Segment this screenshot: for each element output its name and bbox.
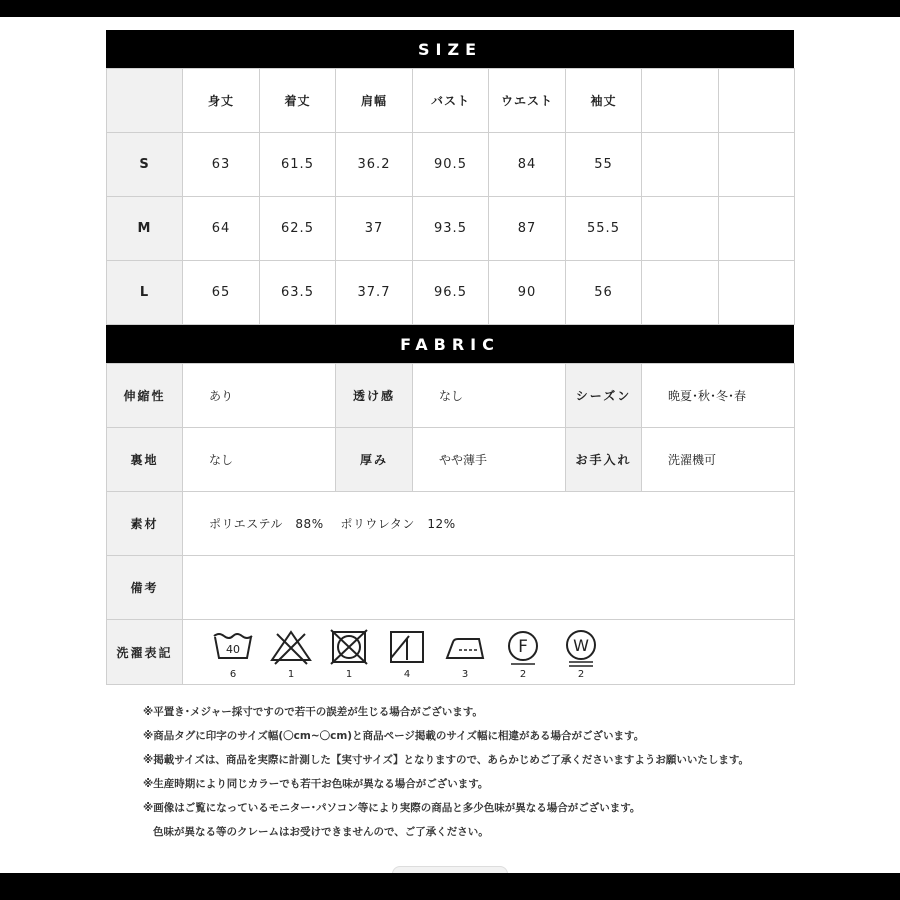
size-header-cell: 肩幅 <box>336 69 413 133</box>
fabric-row-1 <box>107 364 795 428</box>
care-code: 2 <box>519 669 527 680</box>
size-cell: 62.5 <box>260 197 336 261</box>
size-row-m <box>107 197 795 261</box>
wash-temp-text: 40 <box>226 643 240 656</box>
fabric-row-laundry <box>107 620 795 685</box>
size-cell: 93.5 <box>413 197 489 261</box>
size-header-corner <box>107 69 183 133</box>
size-cell: 37 <box>336 197 413 261</box>
dry-clean-f-item <box>497 628 549 681</box>
dry-clean-f-icon <box>501 628 545 668</box>
remarks-label: 備考 <box>107 556 183 620</box>
size-cell: 63 <box>183 133 260 197</box>
size-label: M <box>107 197 183 261</box>
wet-clean-w-icon <box>559 628 603 668</box>
laundry-symbols-cell <box>183 620 795 685</box>
size-header-cell: 着丈 <box>260 69 336 133</box>
season-label: シーズン <box>566 364 642 428</box>
size-cell: 37.7 <box>336 261 413 325</box>
care-code: 4 <box>403 669 411 680</box>
care-code: 1 <box>287 669 295 680</box>
wash-tub-40-item <box>207 628 259 681</box>
laundry-label: 洗濯表記 <box>107 620 183 685</box>
size-label: L <box>107 261 183 325</box>
size-cell <box>719 261 795 325</box>
remarks-value <box>183 556 795 620</box>
wet-clean-w-item <box>555 628 607 681</box>
no-bleach-item <box>265 628 317 681</box>
note-item: 色味が異なる等のクレームはお受けできませんので、ご了承ください。 <box>153 826 489 838</box>
no-tumble-dry-item <box>323 628 375 681</box>
no-tumble-dry-icon <box>327 628 371 668</box>
size-cell <box>642 197 719 261</box>
size-cell: 55.5 <box>566 197 642 261</box>
size-cell <box>719 197 795 261</box>
size-header-cell <box>642 69 719 133</box>
iron-low-item <box>439 628 491 681</box>
care-code: 1 <box>345 669 353 680</box>
size-cell: 90 <box>489 261 566 325</box>
size-table <box>106 68 795 325</box>
top-bar <box>0 0 900 17</box>
dry-clean-letter: F <box>518 637 528 657</box>
wash-tub-40-icon <box>211 628 255 668</box>
size-cell: 96.5 <box>413 261 489 325</box>
line-dry-icon <box>385 628 429 668</box>
size-header-row <box>107 69 795 133</box>
size-header-cell: 袖丈 <box>566 69 642 133</box>
size-cell: 84 <box>489 133 566 197</box>
thickness-value: やや薄手 <box>413 428 566 492</box>
sheer-label: 透け感 <box>336 364 413 428</box>
size-cell: 65 <box>183 261 260 325</box>
size-cell <box>719 133 795 197</box>
sheer-value: なし <box>413 364 566 428</box>
season-value: 晩夏･秋･冬･春 <box>642 364 795 428</box>
note-item: ※平置き･メジャー採寸ですので若干の誤差が生じる場合がございます。 <box>143 706 483 718</box>
material-label: 素材 <box>107 492 183 556</box>
material-value: ポリエステル 88% ポリウレタン 12% <box>183 492 795 556</box>
care-code: 3 <box>461 669 469 680</box>
iron-low-icon <box>443 628 487 668</box>
lining-label: 裏地 <box>107 428 183 492</box>
care-label: お手入れ <box>566 428 642 492</box>
wet-clean-letter: W <box>573 636 589 655</box>
fabric-table <box>106 363 795 685</box>
stretch-value: あり <box>183 364 336 428</box>
size-cell: 87 <box>489 197 566 261</box>
note-item: ※掲載サイズは、商品を実際に計測した【実寸サイズ】となりますので、あらかじめご了承くださいますようお願いいたします。 <box>143 754 749 766</box>
note-item: ※商品タグに印字のサイズ幅(〇cm~〇cm)と商品ページ掲載のサイズ幅に相違がある場合がございます。 <box>143 730 645 742</box>
stretch-label: 伸縮性 <box>107 364 183 428</box>
lining-value: なし <box>183 428 336 492</box>
size-cell: 64 <box>183 197 260 261</box>
size-cell: 63.5 <box>260 261 336 325</box>
size-row-s <box>107 133 795 197</box>
size-header-cell <box>719 69 795 133</box>
size-label: S <box>107 133 183 197</box>
size-header-cell: バスト <box>413 69 489 133</box>
note-item: ※画像はご覧になっているモニター･パソコン等により実際の商品と多少色味が異なる場合がございます。 <box>143 802 641 814</box>
laundry-symbols <box>183 620 794 684</box>
size-banner: SIZE <box>106 30 794 68</box>
size-cell <box>642 133 719 197</box>
fabric-row-2 <box>107 428 795 492</box>
line-dry-item <box>381 628 433 681</box>
size-cell: 61.5 <box>260 133 336 197</box>
size-row-l <box>107 261 795 325</box>
no-bleach-icon <box>269 628 313 668</box>
notes-list <box>143 700 803 844</box>
size-header-cell: 身丈 <box>183 69 260 133</box>
bottom-bar <box>0 873 900 900</box>
note-item: ※生産時期により同じカラーでも若干お色味が異なる場合がございます。 <box>143 778 489 790</box>
fabric-row-material <box>107 492 795 556</box>
care-value: 洗濯機可 <box>642 428 795 492</box>
size-cell: 36.2 <box>336 133 413 197</box>
care-code: 2 <box>577 669 585 680</box>
size-header-cell: ウエスト <box>489 69 566 133</box>
size-cell: 90.5 <box>413 133 489 197</box>
size-cell: 55 <box>566 133 642 197</box>
fabric-row-remarks <box>107 556 795 620</box>
size-cell <box>642 261 719 325</box>
size-cell: 56 <box>566 261 642 325</box>
care-code: 6 <box>229 669 237 680</box>
fabric-banner: FABRIC <box>106 325 794 363</box>
thickness-label: 厚み <box>336 428 413 492</box>
size-fabric-sheet <box>106 30 794 685</box>
